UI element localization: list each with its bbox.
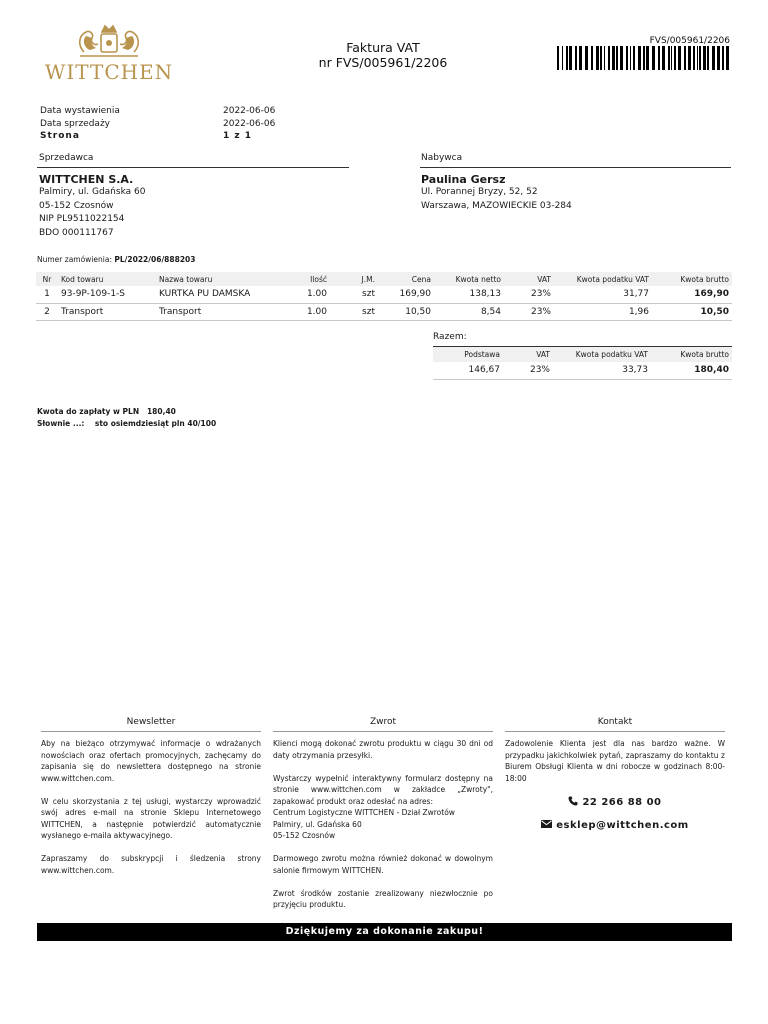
barcode-bar bbox=[626, 46, 628, 70]
col-header: Kwota brutto bbox=[652, 272, 732, 286]
col-header: Nr bbox=[36, 272, 58, 286]
barcode-bar bbox=[579, 46, 582, 70]
contact-phone-number[interactable]: 22 266 88 00 bbox=[582, 797, 662, 808]
barcode-bar bbox=[688, 46, 691, 70]
cell-code: Transport bbox=[58, 303, 156, 320]
barcode-bar bbox=[604, 46, 605, 70]
order-number-label: Numer zamówienia: bbox=[37, 255, 112, 264]
cell-base: 146,67 bbox=[433, 362, 503, 380]
buyer-name: Paulina Gersz bbox=[421, 173, 506, 186]
col-header: Nazwa towaru bbox=[156, 272, 280, 286]
returns-heading: Zwrot bbox=[273, 717, 493, 732]
barcode-bar bbox=[643, 46, 645, 70]
col-header: Kwota netto bbox=[434, 272, 504, 286]
col-header: Kwota podatku VAT bbox=[553, 347, 651, 362]
barcode-bar bbox=[699, 46, 701, 70]
barcode-bar bbox=[707, 46, 709, 70]
newsletter-section bbox=[41, 717, 261, 888]
amount-words-label: Słownie ...: bbox=[37, 419, 85, 428]
col-header: Kwota brutto bbox=[651, 347, 732, 362]
barcode-bar bbox=[697, 46, 698, 70]
barcode-bar bbox=[684, 46, 686, 70]
seller-line: Palmiry, ul. Gdańska 60 bbox=[39, 187, 146, 197]
contact-section bbox=[505, 717, 725, 831]
barcode-bar bbox=[668, 46, 670, 70]
buyer-heading: Nabywca bbox=[421, 153, 463, 163]
returns-paragraph: Darmowego zwrotu można również dokonać w dowolnym salonie firmowym WITTCHEN. bbox=[273, 854, 493, 875]
barcode-bar bbox=[678, 46, 681, 70]
cell-net: 8,54 bbox=[434, 303, 504, 320]
returns-paragraph: Klienci mogą dokonać zwrotu produktu w ciągu 30 dni od daty otrzymania przesyłki. bbox=[273, 739, 493, 760]
barcode-bar bbox=[703, 46, 706, 70]
col-header: J.M. bbox=[330, 272, 378, 286]
barcode-bar bbox=[693, 46, 695, 70]
barcode-bar bbox=[569, 46, 572, 70]
barcode-bar bbox=[591, 46, 593, 70]
table-row bbox=[36, 303, 732, 320]
meta-label: Data sprzedaży bbox=[40, 118, 110, 129]
buyer-line: Ul. Porannej Bryzy, 52, 52 bbox=[421, 187, 538, 197]
cell-vat: 23% bbox=[504, 303, 554, 320]
returns-paragraph: Wystarczy wypełnić interaktywny formularz dostępny na stronie www.wittchen.com w zakładce „Zwroty", zapakować produkt oraz odesłać na adres: Centrum Logistyczne WITTCHEN - Dział Zwrotów Palmiry, ul. Gdańska 60 05-152 Czosnów bbox=[273, 773, 493, 840]
barcode-bar bbox=[712, 46, 715, 70]
newsletter-paragraph: Zapraszamy do subskrypcji i śledzenia strony www.wittchen.com. bbox=[41, 854, 261, 875]
barcode-bar bbox=[616, 46, 618, 70]
buyer-divider bbox=[420, 167, 731, 168]
barcode-bar bbox=[717, 46, 720, 70]
amount-due-label: Kwota do zapłaty w PLN bbox=[37, 407, 140, 416]
payment-summary bbox=[37, 406, 216, 430]
newsletter-paragraph: W celu skorzystania z tej usługi, wystarczy wprowadzić swój adres e-mail na stronie Sklepu Internetowego WITTCHEN, a następnie potwierdzić automatycznie wysłanego e-maila aktywacyjnego. bbox=[41, 796, 261, 840]
seller-divider bbox=[37, 167, 349, 168]
buyer-line: Warszawa, MAZOWIECKIE 03-284 bbox=[421, 200, 572, 211]
buyer-address bbox=[421, 186, 572, 213]
cell-qty: 1.00 bbox=[280, 303, 330, 320]
barcode-bar bbox=[662, 46, 665, 70]
cell-name: KURTKA PU DAMSKA bbox=[156, 286, 280, 303]
totals-header-row bbox=[433, 347, 732, 362]
barcode-bar bbox=[646, 46, 649, 70]
meta-sale-date bbox=[40, 118, 275, 131]
col-header: VAT bbox=[503, 347, 553, 362]
cell-vat-amount: 1,96 bbox=[554, 303, 652, 320]
amount-due-value: 180,40 bbox=[146, 407, 176, 416]
seller-line: BDO 000111767 bbox=[39, 227, 114, 238]
cell-price: 169,90 bbox=[378, 286, 434, 303]
cell-code: 93-9P-109-1-S bbox=[58, 286, 156, 303]
barcode-number: FVS/005961/2206 bbox=[649, 36, 730, 46]
col-header: Kwota podatku VAT bbox=[554, 272, 652, 286]
seller-line: 05-152 Czosnów bbox=[39, 200, 114, 211]
invoice-number: nr FVS/005961/2206 bbox=[318, 55, 448, 70]
order-number-value: PL/2022/06/888203 bbox=[114, 255, 196, 264]
col-header: Cena bbox=[378, 272, 434, 286]
cell-gross: 180,40 bbox=[651, 362, 732, 380]
contact-body bbox=[505, 738, 725, 784]
invoice-title-line1: Faktura VAT bbox=[346, 40, 420, 55]
barcode-bar bbox=[671, 46, 672, 70]
barcode-bar bbox=[557, 46, 559, 70]
cell-qty: 1.00 bbox=[280, 286, 330, 303]
cell-vat-amount: 33,73 bbox=[553, 362, 651, 380]
barcode-bar bbox=[600, 46, 602, 70]
seller-line: NIP PL9511022154 bbox=[39, 214, 125, 224]
seller-address bbox=[39, 186, 145, 240]
barcode-bar bbox=[674, 46, 676, 70]
cell-gross: 169,90 bbox=[652, 286, 732, 303]
barcode-bar bbox=[585, 46, 588, 70]
barcode-bar bbox=[633, 46, 635, 70]
meta-value: 2022-06-06 bbox=[223, 118, 276, 129]
envelope-icon bbox=[541, 820, 552, 828]
barcode-bar bbox=[596, 46, 599, 70]
items-table bbox=[36, 272, 732, 321]
barcode-bar bbox=[575, 46, 577, 70]
phone-icon bbox=[568, 796, 578, 806]
barcode-bar bbox=[722, 46, 724, 70]
cell-unit: szt bbox=[330, 303, 378, 320]
cell-unit: szt bbox=[330, 286, 378, 303]
table-row bbox=[36, 286, 732, 303]
newsletter-heading: Newsletter bbox=[41, 717, 261, 732]
meta-issue-date bbox=[40, 105, 275, 118]
brand-wordmark: WITTCHEN bbox=[44, 60, 174, 84]
returns-body bbox=[273, 738, 493, 911]
cell-vat: 23% bbox=[503, 362, 553, 380]
totals-label: Razem: bbox=[433, 332, 467, 342]
contact-text: Zadowolenie Klienta jest dla nas bardzo ważne. W przypadku jakichkolwiek pytań, zapraszamy do kontaktu z Biurem Obsługi Klienta w dni robocze w godzinach 8:00-18:00 bbox=[505, 739, 725, 783]
invoice-meta bbox=[40, 105, 275, 143]
order-number bbox=[37, 255, 196, 264]
barcode bbox=[557, 46, 731, 70]
col-header: VAT bbox=[504, 272, 554, 286]
returns-section bbox=[273, 717, 493, 922]
barcode-bar bbox=[620, 46, 623, 70]
amount-due bbox=[37, 406, 216, 418]
meta-value: 1 z 1 bbox=[223, 131, 253, 141]
meta-label: Strona bbox=[40, 131, 80, 141]
barcode-bar bbox=[726, 46, 729, 70]
col-header: Ilość bbox=[280, 272, 330, 286]
cell-nr: 1 bbox=[36, 286, 58, 303]
barcode-bar bbox=[566, 46, 568, 70]
items-header-row bbox=[36, 272, 732, 286]
amount-in-words bbox=[37, 418, 216, 430]
cell-vat: 23% bbox=[504, 286, 554, 303]
meta-page bbox=[40, 130, 275, 143]
cell-nr: 2 bbox=[36, 303, 58, 320]
meta-value: 2022-06-06 bbox=[223, 106, 276, 116]
totals-table bbox=[433, 346, 732, 380]
contact-phone[interactable] bbox=[505, 796, 725, 808]
cell-vat-amount: 31,77 bbox=[554, 286, 652, 303]
seller-name: WITTCHEN S.A. bbox=[39, 173, 134, 186]
table-row bbox=[433, 362, 732, 380]
barcode-bar bbox=[658, 46, 660, 70]
contact-email[interactable] bbox=[505, 820, 725, 831]
cell-net: 138,13 bbox=[434, 286, 504, 303]
cell-name: Transport bbox=[156, 303, 280, 320]
barcode-bar bbox=[630, 46, 631, 70]
contact-email-address[interactable]: esklep@wittchen.com bbox=[556, 820, 689, 831]
thank-you-banner: Dziękujemy za dokonanie zakupu! bbox=[37, 923, 732, 941]
cell-gross: 10,50 bbox=[652, 303, 732, 320]
amount-words-value: sto osiemdziesiąt pln 40/100 bbox=[94, 419, 217, 428]
cell-price: 10,50 bbox=[378, 303, 434, 320]
crest-icon bbox=[72, 22, 146, 60]
barcode-bar bbox=[652, 46, 655, 70]
seller-heading: Sprzedawca bbox=[39, 153, 94, 163]
barcode-bar bbox=[612, 46, 615, 70]
col-header: Podstawa bbox=[433, 347, 503, 362]
barcode-bar bbox=[562, 46, 563, 70]
newsletter-paragraph: Aby na bieżąco otrzymywać informacje o wdrażanych nowościach oraz ofertach promocyjnych, zachęcamy do zapisania się do newslettera dostępnego na stronie www.wittchen.com. bbox=[41, 739, 261, 783]
barcode-bar bbox=[608, 46, 610, 70]
contact-heading: Kontakt bbox=[505, 717, 725, 732]
newsletter-body bbox=[41, 738, 261, 876]
col-header: Kod towaru bbox=[58, 272, 156, 286]
meta-label: Data wystawienia bbox=[40, 106, 120, 116]
brand-logo bbox=[38, 22, 180, 84]
barcode-bar bbox=[638, 46, 641, 70]
returns-paragraph: Zwrot środków zostanie zrealizowany niezwłocznie po przyjęciu produktu. bbox=[273, 888, 493, 909]
invoice-title bbox=[300, 40, 466, 70]
